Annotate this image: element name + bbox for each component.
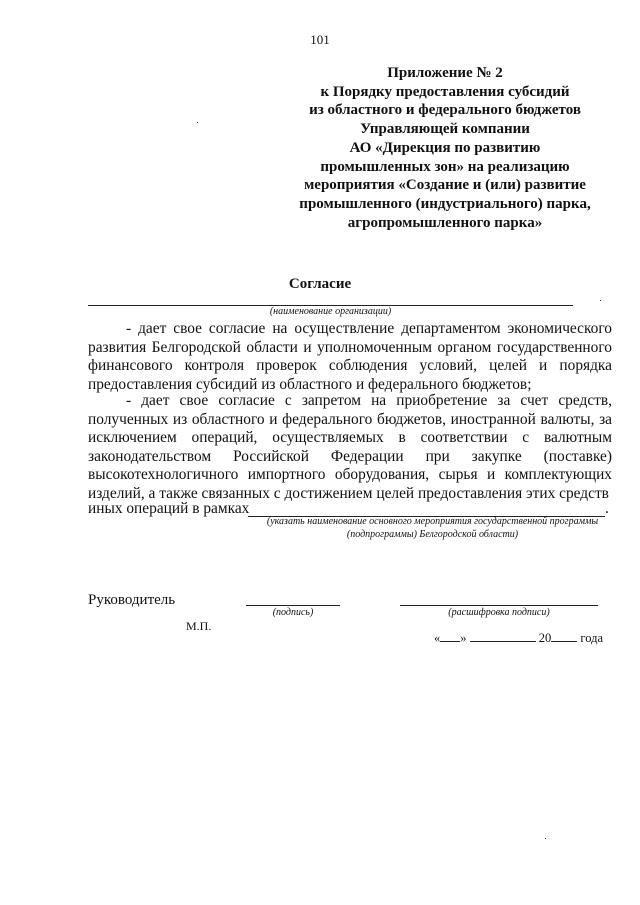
consent-paragraph-currency: - дает свое согласие с запретом на приобретение за счет средств, полученных из областного и федерального бюджетов, иностранной валюты, за исключением операций, осуществляемых в соответствии с валютным законодательством Российской Федерации при закупке (поставке) высокотехнологичного импортного оборудования, сырья и комплектующих изделий, а также связанных с достижением целей предоставления этих средств [88,392,612,502]
page-number: 101 [310,32,330,47]
scan-speck [600,300,601,301]
date-field [434,631,603,646]
month-blank [470,631,536,642]
appendix-line: промышленного (индустриального) парка, [299,195,591,212]
date-close-quote: » [460,631,467,645]
appendix-line: АО «Дирекция по развитию [349,139,541,156]
consent-paragraph-inspection: - дает свое согласие на осуществление департаментом экономического развития Белгородской области и уполномоченным органом государственного финансового контроля проверок соблюдения условий, целей и порядка предоставления субсидий из областного и федерального бюджетов; [88,320,612,393]
stamp-label: М.П. [186,619,212,633]
paragraph-end-period: . [605,500,609,517]
consent-paragraph-currency-end: иных операций в рамках [88,500,250,517]
appendix-header [290,64,600,232]
signature-caption: (подпись) [272,607,314,618]
scan-speck [197,122,198,123]
signature-decryption-caption: (расшифровка подписи) [448,607,550,618]
document-title: Согласие [288,276,352,292]
appendix-line: к Порядку предоставления субсидий [320,83,570,100]
appendix-line: Приложение № 2 [387,65,503,81]
year-blank [551,631,577,642]
program-name-caption [250,516,615,541]
date-century: 20 [538,631,552,645]
day-blank [440,631,460,642]
organization-name-caption: (наименование организации) [269,306,392,317]
appendix-line: агропромышленного парка» [347,214,543,231]
appendix-line: Управляющей компании [360,121,530,138]
appendix-line: промышленных зон» на реализацию [320,158,570,175]
program-caption-line: (указать наименование основного мероприятия государственной программы [266,516,599,527]
scan-speck [545,838,546,839]
signature-line [246,605,340,606]
appendix-line: мероприятия «Создание и (или) развитие [304,177,586,194]
head-label: Руководитель [88,592,176,608]
date-open-quote: « [434,631,441,645]
appendix-line: из областного и федерального бюджетов [309,102,581,119]
date-year-word: года [580,631,603,645]
program-caption-line: (подпрограммы) Белгородской области) [346,528,519,540]
signature-decryption-line [400,605,598,606]
